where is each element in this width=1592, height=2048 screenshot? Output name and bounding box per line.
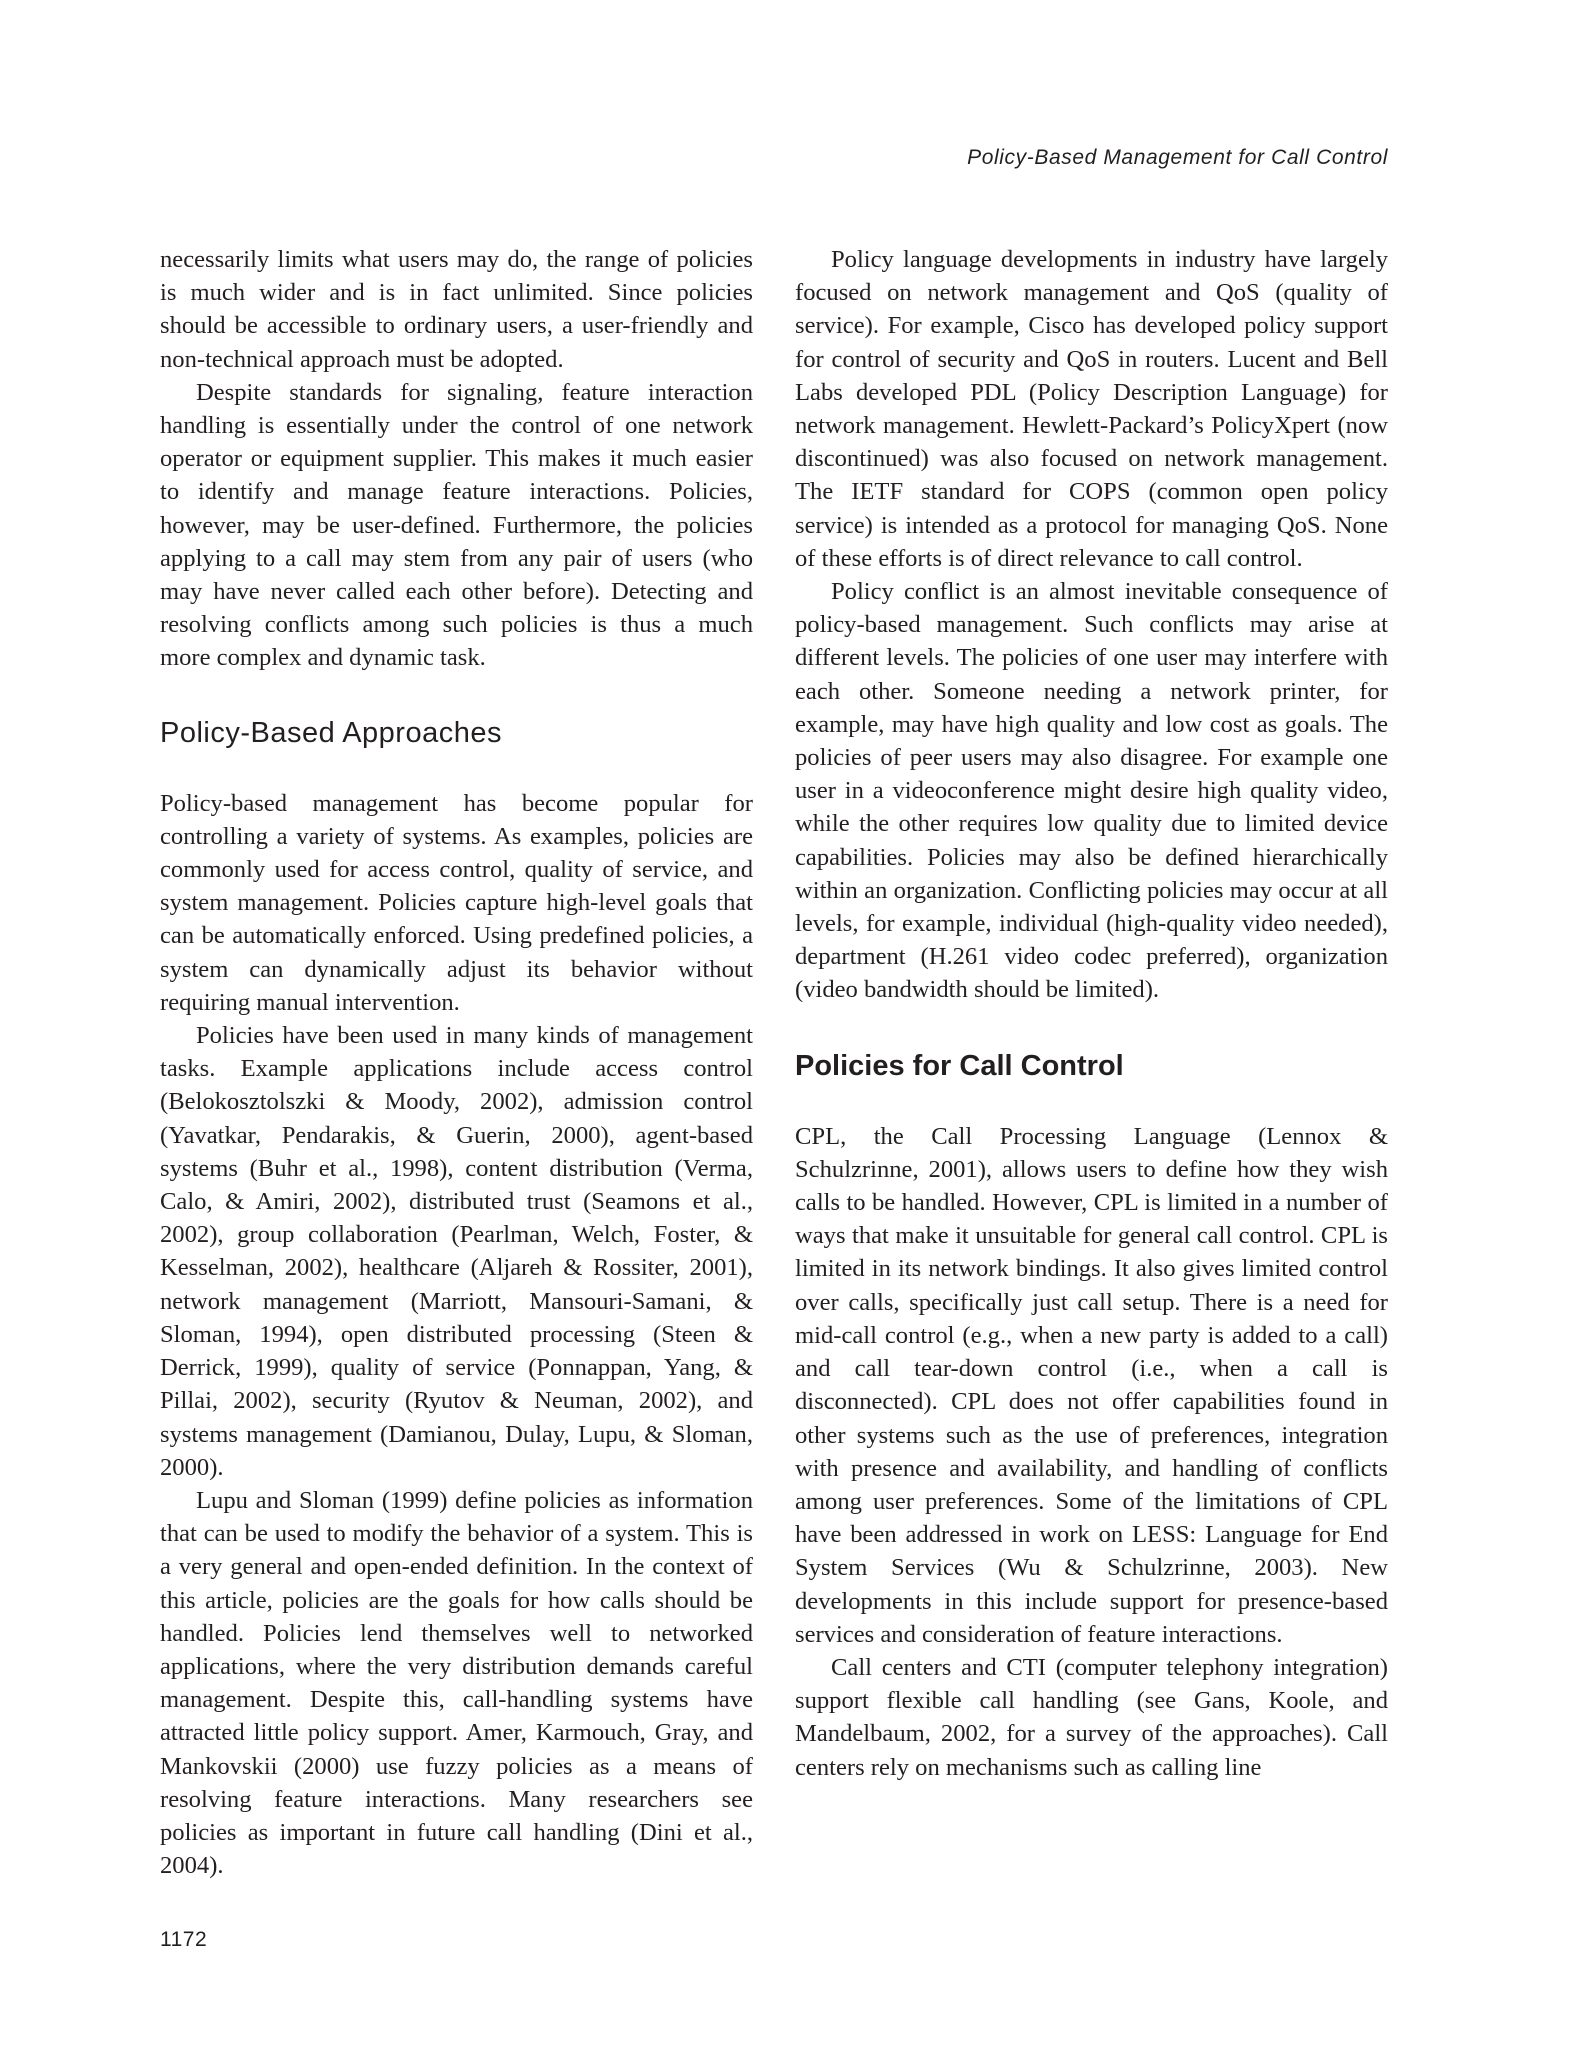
paragraph: CPL, the Call Processing Language (Lennox & Schulzrinne, 2001), allows users to define how they wish calls to be handled. However, CPL is limited in a number of ways that make it unsuitable for general call control. CPL is limited in its network bindings. It also gives limited control over calls, specifically just call setup. There is a need for mid-call control (e.g., when a new party is added to a call) and call tear-down control (i.e., when a call is disconnected). CPL does not offer capabilities found in other systems such as the use of preferences, integration with presence and availability, and handling of conflicts among user preferences. Some of the limitations of CPL have been addressed in work on LESS: Language for End System Services (Wu & Schulzrinne, 2003). New developments in this include support for presence-based services and consideration of feature interactions. <box>795 1122 1388 1648</box>
paragraph: Call centers and CTI (computer telephony integration) support flexible call handling (see Gans, Koole, and Mandelbaum, 2002, for a survey of the approaches). Call centers rely on mechanisms such as calling line <box>795 1653 1388 1781</box>
left-column <box>160 243 753 1882</box>
section-heading-policies-for-call-control: Policies for Call Control <box>795 1049 1124 1082</box>
paragraph: Policy conflict is an almost inevitable consequence of policy-based management. Such conflicts may arise at different levels. The policies of one user may interfere with each other. Someone needing a network printer, for example, may have high quality and low cost as goals. The policies of peer users may also disagree. For example one user in a videoconference might desire high quality video, while the other requires low quality due to limited device capabilities. Policies may also be defined hierarchically within an organization. Conflicting policies may occur at all levels, for example, individual (high-quality video needed), department (H.261 video codec preferred), organization (video bandwidth should be limited). <box>795 578 1388 1004</box>
paragraph: Despite standards for signaling, feature interaction handling is essentially under the control of one network operator or equipment supplier. This makes it much easier to identify and manage feature interactions. Policies, however, may be user-defined. Furthermore, the policies applying to a call may stem from any pair of users (who may have never called each other before). Detecting and resolving conflicts among such policies is thus a much more complex and dynamic task. <box>160 378 753 672</box>
paragraph: Policy language developments in industry have largely focused on network management and QoS (quality of service). For example, Cisco has developed policy support for control of security and QoS in routers. Lucent and Bell Labs developed PDL (Policy Description Language) for network management. Hewlett-Packard’s PolicyXpert (now discontinued) was also focused on network management. The IETF standard for COPS (common open policy service) is intended as a protocol for managing QoS. None of these efforts is of direct relevance to call control. <box>795 246 1388 572</box>
paragraph: Policies have been used in many kinds of management tasks. Example applications include access control (Belokosztolszki & Moody, 2002), admission control (Yavatkar, Pendarakis, & Guerin, 2000), agent-based systems (Buhr et al., 1998), content distribution (Verma, Calo, & Amiri, 2002), distributed trust (Seamons et al., 2002), group collaboration (Pearlman, Welch, Foster, & Kesselman, 2002), healthcare (Aljareh & Rossiter, 2001), network management (Marriott, Mansouri-Samani, & Sloman, 1994), open distributed processing (Steen & Derrick, 1999), quality of service (Ponnappan, Yang, & Pillai, 2002), security (Ryutov & Neuman, 2002), and systems management (Damianou, Dulay, Lupu, & Sloman, 2000). <box>160 1022 753 1481</box>
paragraph: Policy-based management has become popular for controlling a variety of systems. As examples, policies are commonly used for access control, quality of service, and system management. Policies capture high-level goals that can be automatically enforced. Using predefined policies, a system can dynamically adjust its behavior without requiring manual intervention. <box>160 789 753 1016</box>
running-header: Policy-Based Management for Call Control <box>967 146 1388 169</box>
paragraph: necessarily limits what users may do, the range of policies is much wider and is in fact unlimited. Since policies should be accessible to ordinary users, a user-friendly and non-technical approach must be adopted. <box>160 246 753 373</box>
right-column <box>795 243 1388 1784</box>
paragraph: Lupu and Sloman (1999) define policies as information that can be used to modify the behavior of a system. This is a very general and open-ended definition. In the context of this article, policies are the goals for how calls should be handled. Policies lend themselves well to networked applications, where the very distribution demands careful management. Despite this, call-handling systems have attracted little policy support. Amer, Karmouch, Gray, and Mankovskii (2000) use fuzzy policies as a means of resolving feature interactions. Many researchers see policies as important in future call handling (Dini et al., 2004). <box>160 1486 753 1880</box>
page-number: 1172 <box>160 1928 208 1951</box>
section-heading-policy-based-approaches: Policy-Based Approaches <box>160 716 502 749</box>
